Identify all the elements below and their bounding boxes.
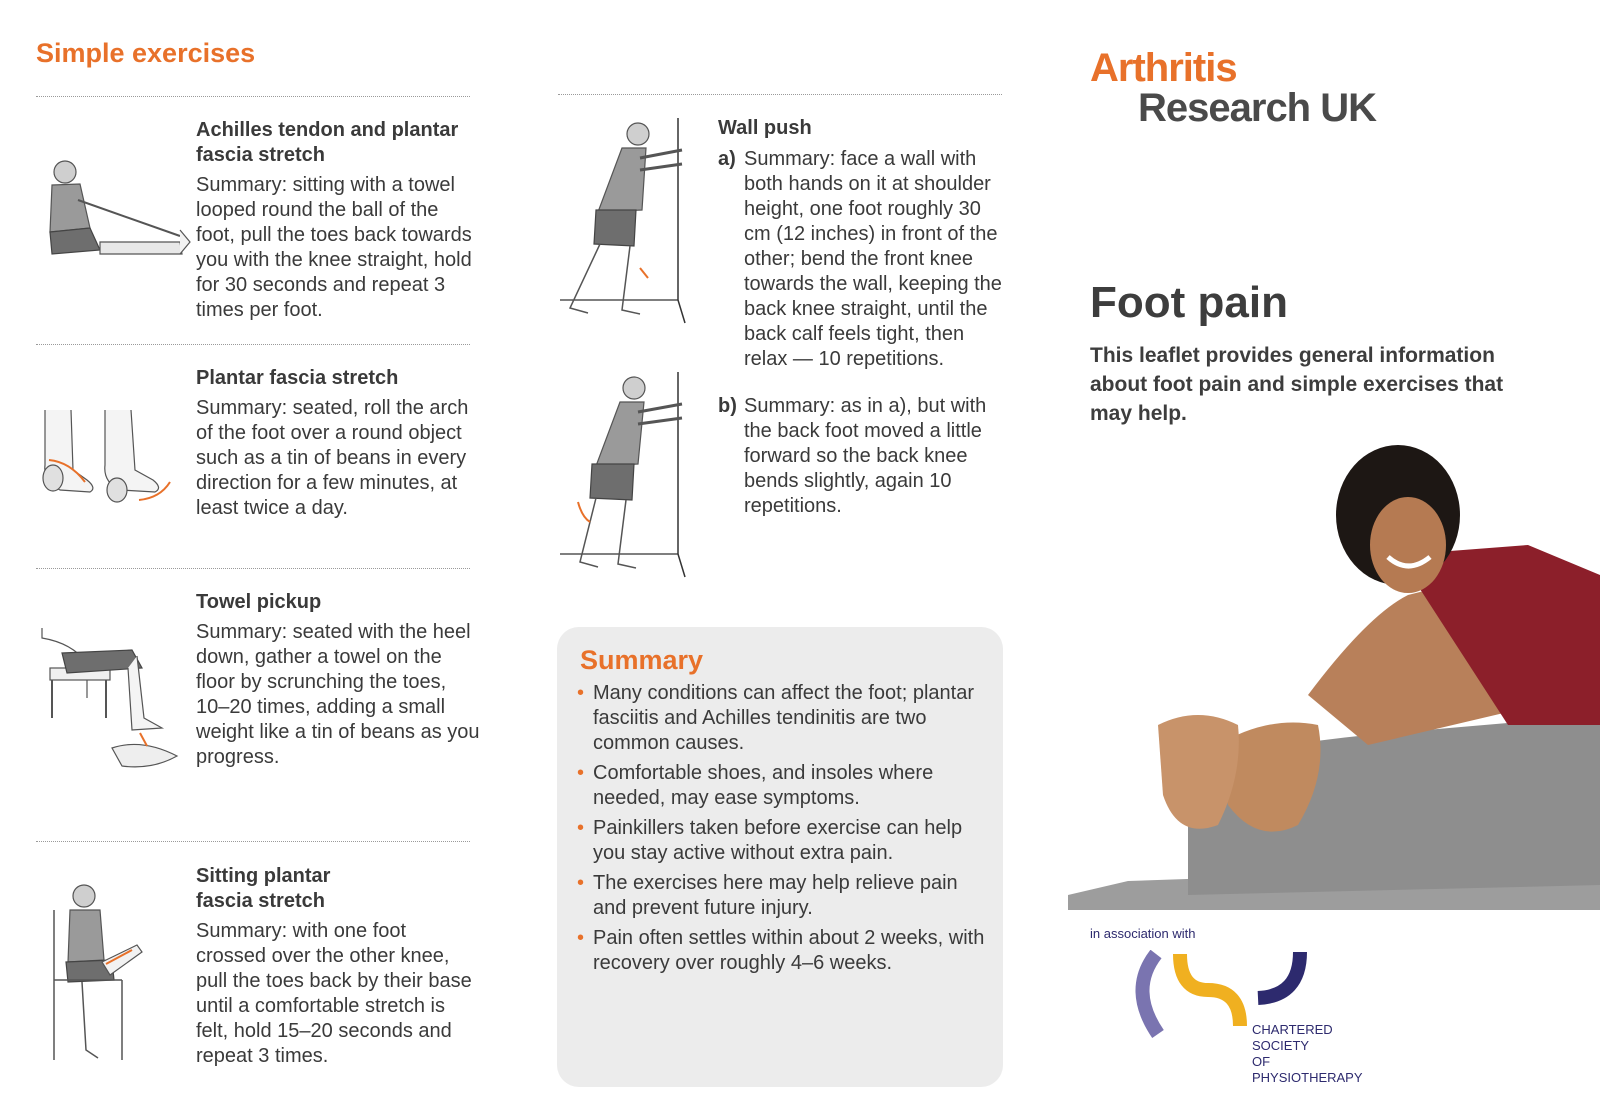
wall-push-step-b bbox=[718, 394, 1008, 519]
wall-push-step-a bbox=[718, 147, 1008, 372]
exercise-sitting-plantar-stretch bbox=[196, 864, 481, 1069]
csp-line: OF bbox=[1252, 1054, 1271, 1069]
exercise-instructions: Summary: with one foot crossed over the other knee, pull the toes back by their base until a comfortable stretch is felt, hold 15–20 seconds and repeat 3 times. bbox=[196, 920, 472, 1067]
exercise-instructions: Summary: sitting with a towel looped round the ball of the foot, pull the toes back towards you with the knee straight, hold for 30 seconds and repeat 3 times per foot. bbox=[196, 174, 472, 321]
summary-list bbox=[577, 681, 987, 981]
achilles-stretch-illustration bbox=[30, 150, 195, 275]
exercise-title-line2: fascia stretch bbox=[196, 890, 325, 912]
exercise-title-line2: fascia stretch bbox=[196, 144, 325, 166]
exercise-instructions: Summary: seated with the heel down, gather a towel on the floor by scrunching the toes, 10–20 times, adding a small weight like a tin of beans as you progress. bbox=[196, 621, 480, 768]
towel-pickup-illustration bbox=[32, 628, 187, 773]
sitting-plantar-stretch-illustration bbox=[42, 880, 152, 1070]
divider bbox=[36, 344, 470, 345]
man-stretching-photo bbox=[1068, 445, 1600, 910]
wall-push-b-illustration bbox=[560, 372, 690, 582]
exercise-title: Sitting plantar bbox=[196, 865, 331, 887]
step-text: Summary: as in a), but with the back foot moved a little forward so the back knee bends slightly, again 10 repetitions. bbox=[744, 395, 987, 517]
summary-bullet: • The exercises here may help relieve pain and prevent future injury. bbox=[577, 871, 987, 921]
step-label: a) bbox=[718, 148, 736, 170]
logo-line2: Research UK bbox=[1138, 86, 1377, 130]
summary-bullet: • Pain often settles within about 2 weeks, with recovery over roughly 4–6 weeks. bbox=[577, 926, 987, 976]
section-heading-simple-exercises: Simple exercises bbox=[36, 38, 256, 68]
divider bbox=[36, 841, 470, 842]
logo-line1: Arthritis bbox=[1090, 46, 1237, 90]
summary-title: Summary bbox=[580, 645, 704, 675]
plantar-fascia-stretch-illustration bbox=[35, 410, 185, 510]
exercise-title: Towel pickup bbox=[196, 591, 322, 613]
csp-name bbox=[1252, 1022, 1363, 1086]
divider bbox=[36, 96, 470, 97]
association-label: in association with bbox=[1090, 926, 1196, 941]
exercise-towel-pickup bbox=[196, 590, 481, 770]
step-text: Summary: face a wall with both hands on it at shoulder height, one foot roughly 30 cm (12 inches) in front of the other; bend the front knee towards the wall, keeping the back knee straight, until the back calf feels tight, then relax — 10 repetitions. bbox=[744, 148, 1002, 370]
divider bbox=[36, 568, 470, 569]
lead-paragraph: This leaflet provides general information about foot pain and simple exercises that may help. bbox=[1090, 344, 1504, 425]
wall-push-a-illustration bbox=[560, 118, 690, 328]
csp-line: SOCIETY bbox=[1252, 1038, 1310, 1053]
arthritis-research-uk-logo bbox=[1090, 48, 1376, 128]
page-title: Foot pain bbox=[1090, 278, 1288, 327]
exercise-title: Plantar fascia stretch bbox=[196, 367, 399, 389]
exercise-title: Wall push bbox=[718, 117, 812, 139]
step-label: b) bbox=[718, 395, 737, 417]
exercise-instructions: Summary: seated, roll the arch of the foot over a round object such as a tin of beans in every direction for a few minutes, at least twice a day. bbox=[196, 397, 469, 519]
exercise-title: Achilles tendon and plantar bbox=[196, 119, 459, 141]
summary-box bbox=[557, 627, 1003, 1087]
summary-bullet: • Comfortable shoes, and insoles where needed, may ease symptoms. bbox=[577, 761, 987, 811]
csp-line: PHYSIOTHERAPY bbox=[1252, 1070, 1363, 1085]
exercise-plantar-fascia-stretch bbox=[196, 366, 476, 521]
divider bbox=[558, 94, 1002, 95]
exercise-achilles-stretch bbox=[196, 118, 476, 323]
summary-bullet: • Many conditions can affect the foot; plantar fasciitis and Achilles tendinitis are two common causes. bbox=[577, 681, 987, 756]
exercise-wall-push bbox=[718, 116, 1008, 519]
summary-bullet: • Painkillers taken before exercise can help you stay active without extra pain. bbox=[577, 816, 987, 866]
csp-line: CHARTERED bbox=[1252, 1022, 1333, 1037]
